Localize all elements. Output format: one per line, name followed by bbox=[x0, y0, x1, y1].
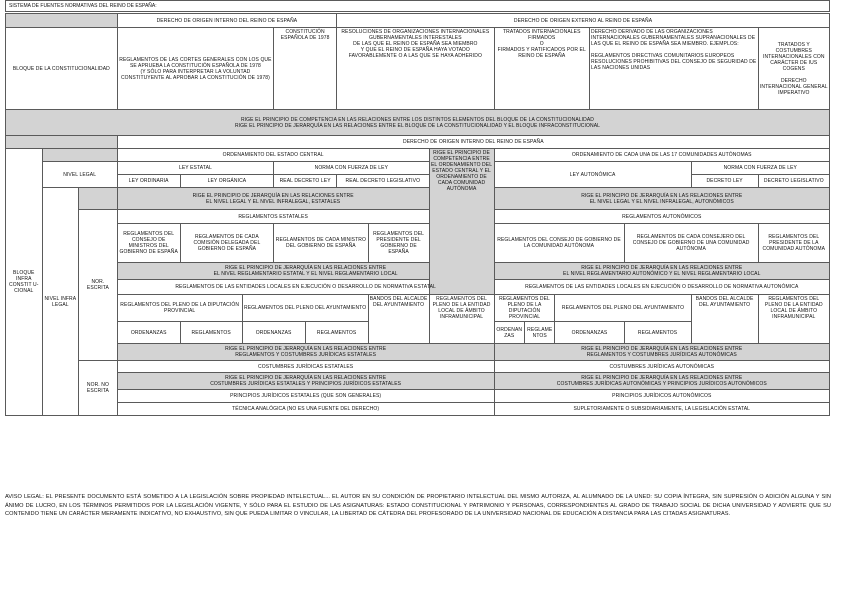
rige-jerarquia-estatal: RIGE EL PRINCIPIO DE JERARQUÍA EN LAS RELACIONES ENTRE EL NIVEL LEGAL Y EL NIVEL INFRALEGAL, ESTATALES bbox=[117, 188, 429, 210]
norma-escrita-label: NOR. ESCRITA bbox=[79, 210, 118, 361]
ordenanzas-diputacion-ccaa: ORDENANZAS bbox=[494, 322, 524, 344]
derecho-derivado: DERECHO DERIVADO DE LAS ORGANIZACIONES INTERNACIONALES GUBERNAMENTALES SUPRANACIONALES DE LAS QUE EL REINO DE ESPAÑA SEA MIEMBRO. EJEMPLOS: REGLAMENTOS DIRECTIVAS COMUNITARIOS EUROPEOS RESOLUCIONES PROHIBITIVAS DEL CONSEJO DE SEGURIDAD DE LAS NACIONES UNIDAS bbox=[590, 28, 759, 110]
reglamentos-autonomicos: REGLAMENTOS AUTONÓMICOS bbox=[494, 210, 829, 224]
reg-pleno-diputacion: REGLAMENTOS DEL PLENO DE LA DIPUTACIÓN PROVINCIAL bbox=[117, 295, 242, 322]
tratados-costumbres-ius-cogens: TRATADOS Y COSTUMBRES INTERNACIONALES CON CARÁCTER DE IUS COGENS DERECHO INTERNACIONAL GENERAL IMPERATIVO bbox=[758, 28, 829, 110]
orden-ccaa: ORDENAMIENTO DE CADA UNA DE LAS 17 COMUNIDADES AUTÓNOMAS bbox=[494, 149, 829, 162]
blank-cell bbox=[6, 136, 118, 149]
ordenanzas-ayuntamiento: ORDENANZAS bbox=[242, 322, 305, 344]
reg-pleno-entidad-local-ccaa: REGLAMENTOS DEL PLENO DE LA ENTIDAD LOCAL DE ÁMBITO INFRAMUNICIPAL bbox=[758, 295, 829, 344]
rige-principios-autonomicos: RIGE EL PRINCIPIO DE JERARQUÍA EN LAS RELACIONES ENTRE COSTUMBRES JURÍDICAS AUTONÓMICAS Y PRINCIPIOS JURÍDICOS AUTONÓMICOS bbox=[494, 373, 829, 390]
constitucion-1978: CONSTITUCIÓN ESPAÑOLA DE 1978 bbox=[274, 28, 337, 110]
reglamentos-estatales: REGLAMENTOS ESTATALES bbox=[117, 210, 429, 224]
bandos-alcalde: BANDOS DEL ALCALDE DEL AYUNTAMIENTO bbox=[368, 295, 429, 344]
orden-estado-central: ORDENAMIENTO DEL ESTADO CENTRAL bbox=[117, 149, 429, 162]
page-title: SISTEMA DE FUENTES NORMATIVAS DEL REINO DE ESPAÑA: bbox=[5, 0, 830, 12]
nivel-legal-label: NIVEL LEGAL bbox=[42, 162, 117, 188]
rige-jerarquia-autonomico: RIGE EL PRINCIPIO DE JERARQUÍA EN LAS RELACIONES ENTRE EL NIVEL LEGAL Y EL NIVEL INFRALEGAL, AUTONÓMICOS bbox=[494, 188, 829, 210]
tratados-internacionales: TRATADOS INTERNACIONALES FIRMADOS O FIRMADOS Y RATIFICADOS POR EL REINO DE ESPAÑA bbox=[494, 28, 589, 110]
rige-costumbres-autonomicas: RIGE EL PRINCIPIO DE JERARQUÍA EN LAS RELACIONES ENTRE REGLAMENTOS Y COSTUMBRES JURÍDICAS AUTONÓMICAS bbox=[494, 344, 829, 361]
reglamentos-ayuntamiento: REGLAMENTOS bbox=[305, 322, 368, 344]
reg-pleno-entidad-local: REGLAMENTOS DEL PLENO DE LA ENTIDAD LOCAL DE ÁMBITO INFRAMUNICIPAL bbox=[429, 295, 494, 344]
reglamentos-diputacion: REGLAMENTOS bbox=[180, 322, 242, 344]
corner-blank bbox=[6, 14, 118, 28]
ordenanzas-diputacion: ORDENANZAS bbox=[117, 322, 180, 344]
reg-consejo-ministros: REGLAMENTOS DEL CONSEJO DE MINISTROS DEL GOBIERNO DE ESPAÑA bbox=[117, 224, 180, 263]
blank-cell bbox=[79, 188, 118, 210]
reg-ministro: REGLAMENTOS DE CADA MINISTRO DEL GOBIERNO DE ESPAÑA bbox=[274, 224, 368, 263]
ley-ordinaria: LEY ORDINARIA bbox=[117, 175, 180, 188]
header-externo: DERECHO DE ORIGEN EXTERNO AL REINO DE ESPAÑA bbox=[337, 14, 830, 28]
tecnica-analogica: TÉCNICA ANALÓGICA (NO ES UNA FUENTE DEL DERECHO) bbox=[117, 403, 494, 416]
rige-costumbres-estatales: RIGE EL PRINCIPIO DE JERARQUÍA EN LAS RELACIONES ENTRE REGLAMENTOS Y COSTUMBRES JURÍDICAS ESTATALES bbox=[117, 344, 494, 361]
rige-principios-estatales: RIGE EL PRINCIPIO DE JERARQUÍA EN LAS RELACIONES ENTRE COSTUMBRES JURÍDICAS ESTATALES Y PRINCIPIOS JURÍDICOS ESTATALES bbox=[117, 373, 494, 390]
bandos-alcalde-ccaa: BANDOS DEL ALCALDE DEL AYUNTAMIENTO bbox=[691, 295, 758, 344]
norma-no-escrita-label: NOR. NO ESCRITA bbox=[79, 361, 118, 416]
ley-autonomica: LEY AUTONÓMICA bbox=[494, 162, 691, 188]
ordenanzas-ayuntamiento-ccaa: ORDENANZAS bbox=[555, 322, 624, 344]
principios-estatales: PRINCIPIOS JURÍDICOS ESTATALES (QUE SON GENERALES) bbox=[117, 390, 494, 403]
decreto-ley: DECRETO LEY bbox=[691, 175, 758, 188]
reg-consejero-ccaa: REGLAMENTOS DE CADA CONSEJERO DEL CONSEJO DE GOBIERNO DE UNA COMUNIDAD AUTÓNOMA bbox=[624, 224, 758, 263]
costumbres-estatales: COSTUMBRES JURÍDICAS ESTATALES bbox=[117, 361, 494, 373]
real-decreto-ley: REAL DECRETO LEY bbox=[274, 175, 337, 188]
rige-competencia-bloque: RIGE EL PRINCIPIO DE COMPETENCIA EN LAS RELACIONES ENTRE LOS DISTINTOS ELEMENTOS DEL BLOQUE DE LA CONSTITUCIONALIDAD RIGE EL PRINCIPIO DE JERARQUÍA EN LAS RELACIONES ENTRE EL BLOQUE DE LA CONSTITUCIONALIDAD Y EL BLOQUE INFRACONSTITUCIONAL bbox=[6, 110, 830, 136]
reglamentos-cortes: REGLAMENTOS DE LAS CORTES GENERALES CON LOS QUE SE APRUEBA LA CONSTITUCIÓN ESPAÑOLA DE 1978 (Y SÓLO PARA INTERPRETAR LA VOLUNTAD CONSTITUYENTE AL APROBAR LA CONSTITUCIÓN DE 1978) bbox=[117, 28, 273, 110]
supletoriamente-legislacion-estatal: SUPLETORIAMENTE O SUBSIDIARIAMENTE, LA LEGISLACIÓN ESTATAL bbox=[494, 403, 829, 416]
reglamentos-diputacion-ccaa: REGLAMENTOS bbox=[525, 322, 555, 344]
blank-cell bbox=[42, 149, 117, 162]
rige-competencia-central: RIGE EL PRINCIPIO DE COMPETENCIA ENTRE EL ORDENAMIENTO DEL ESTADO CENTRAL Y EL ORDENAMIENTO DE CADA COMUNIDAD AUTÓNOMA bbox=[429, 149, 494, 295]
reg-pleno-ayuntamiento-ccaa: REGLAMENTOS DEL PLENO DEL AYUNTAMIENTO bbox=[555, 295, 691, 322]
resoluciones-oi: RESOLUCIONES DE ORGANIZACIONES INTERNACIONALES GUBERNAMENTALES INTERESTALES DE LAS QUE EL REINO DE ESPAÑA SEA MIEMBRO Y QUE EL REINO DE ESPAÑA HAYA VOTADO FAVORABLEMENTE O A LAS QUE SE HAYA ADHERIDO bbox=[337, 28, 494, 110]
locales-normativa-estatal: REGLAMENTOS DE LAS ENTIDADES LOCALES EN EJECUCIÓN O DESARROLLO DE NORMATIVA ESTATAL bbox=[117, 280, 494, 295]
ley-estatal: LEY ESTATAL bbox=[117, 162, 273, 175]
reglamentos-ayuntamiento-ccaa: REGLAMENTOS bbox=[624, 322, 691, 344]
reg-consejo-gobierno-ccaa: REGLAMENTOS DEL CONSEJO DE GOBIERNO DE LA COMUNIDAD AUTÓNOMA bbox=[494, 224, 624, 263]
aviso-legal: AVISO LEGAL: EL PRESENTE DOCUMENTO ESTÁ SOMETIDO A LA LEGISLACIÓN SOBRE PROPIEDAD INTELECTUAL... EL AUTOR EN SU CONDICIÓN DE PROPIETARIO INTELECTUAL DEL MISMO AUTORIZA, AL ALUMNADO DE LA UNED: SU COPIA ÍNTEGRA, SIN SUPRESIÓN O ADICIÓN ALGUNA Y SIN ÁNIMO DE LUCRO, EN LOS TÉRMINOS PERMITIDOS POR LA LEGISLACIÓN VIGENTE, Y SÓLO PARA EL ESTUDIO DE LAS ASIGNATURAS: ESTADO CONSTITUCIONAL Y PATRIMONIO Y PERSONAS, CORRESPONDIENTES AL GRADO DE TRABAJO SOCIAL DE DICHA UNIVERSIDAD Y ADVIERTE QUE SU CONTENIDO TIENE UN CARÁCTER MERAMENTE INDICATIVO, NO EXHAUSTIVO, SIN QUE PUEDA LIMITAR O VINCULAR, LA LIBERTAD DE CÁTEDRA DEL PROFESORADO DE LA UNIVERSIDAD NACIONAL DE EDUCACIÓN A DISTANCIA PARA LAS CITADAS ASIGNATURAS. bbox=[5, 494, 831, 517]
sources-table bbox=[5, 13, 830, 416]
reg-comision-delegada: REGLAMENTOS DE CADA COMISIÓN DELEGADA DEL GOBIERNO DE ESPAÑA bbox=[180, 224, 273, 263]
header-interno-infra: DERECHO DE ORIGEN INTERNO DEL REINO DE ESPAÑA bbox=[117, 136, 829, 149]
nivel-infralegal-label: NIVEL INFRA LEGAL bbox=[42, 188, 79, 416]
real-decreto-legislativo: REAL DECRETO LEGISLATIVO bbox=[337, 175, 429, 188]
ley-organica: LEY ORGÁNICA bbox=[180, 175, 273, 188]
locales-normativa-autonomica: REGLAMENTOS DE LAS ENTIDADES LOCALES EN EJECUCIÓN O DESARROLLO DE NORMATIVA AUTONÓMICA bbox=[494, 280, 829, 295]
rige-reglamentario-estatal: RIGE EL PRINCIPIO DE JERARQUÍA EN LAS RELACIONES ENTRE EL NIVEL REGLAMENTARIO ESTATAL Y EL NIVEL REGLAMENTARIO LOCAL bbox=[117, 263, 494, 280]
norma-fuerza-ley-ccaa: NORMA CON FUERZA DE LEY bbox=[691, 162, 829, 175]
decreto-legislativo: DECRETO LEGISLATIVO bbox=[758, 175, 829, 188]
bloque-infraconstitucional-label: BLOQUE INFRA CONSTIT U-CIONAL bbox=[6, 149, 43, 416]
reg-pleno-ayuntamiento: REGLAMENTOS DEL PLENO DEL AYUNTAMIENTO bbox=[242, 295, 368, 322]
norma-fuerza-ley: NORMA CON FUERZA DE LEY bbox=[274, 162, 429, 175]
reg-presidente-gobierno: REGLAMENTOS DEL PRESIDENTE DEL GOBIERNO DE ESPAÑA bbox=[368, 224, 429, 263]
bloque-constitucionalidad-label: BLOQUE DE LA CONSTITUCIONALIDAD bbox=[6, 28, 118, 110]
rige-reglamentario-autonomico: RIGE EL PRINCIPIO DE JERARQUÍA EN LAS RELACIONES ENTRE EL NIVEL REGLAMENTARIO AUTONÓMICO Y EL NIVEL REGLAMENTARIO LOCAL bbox=[494, 263, 829, 280]
reg-presidente-ccaa: REGLAMENTOS DEL PRESIDENTE DE LA COMUNIDAD AUTÓNOMA bbox=[758, 224, 829, 263]
header-interno: DERECHO DE ORIGEN INTERNO DEL REINO DE ESPAÑA bbox=[117, 14, 336, 28]
reg-pleno-diputacion-ccaa: REGLAMENTOS DEL PLENO DE LA DIPUTACIÓN PROVINCIAL bbox=[494, 295, 555, 322]
principios-autonomicos: PRINCIPIOS JURÍDICOS AUTONÓMICOS bbox=[494, 390, 829, 403]
costumbres-autonomicas: COSTUMBRES JURÍDICAS AUTONÓMICAS bbox=[494, 361, 829, 373]
